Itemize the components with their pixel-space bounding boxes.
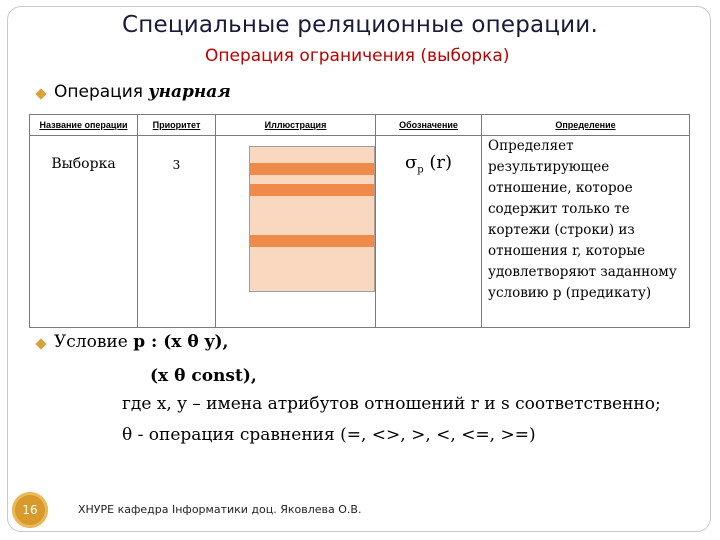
table-row bbox=[30, 136, 690, 328]
definition-line: результирующее bbox=[488, 159, 610, 175]
relation-illustration bbox=[249, 146, 375, 292]
slide-title: Специальные реляционные операции. bbox=[122, 12, 598, 38]
header-illustration: Иллюстрация bbox=[216, 115, 376, 136]
condition-line-2: (x θ const), bbox=[150, 366, 257, 386]
sigma-argument: (r) bbox=[423, 152, 453, 173]
condition-expression: p : (x θ y), bbox=[133, 332, 229, 352]
header-priority: Приоритет bbox=[138, 115, 216, 136]
condition-line-1 bbox=[54, 332, 228, 352]
selected-row-stripe bbox=[250, 163, 374, 175]
selected-row-stripe bbox=[250, 184, 374, 196]
slide-subtitle: Операция ограничения (выборка) bbox=[205, 46, 510, 66]
header-notation: Обозначение bbox=[376, 115, 482, 136]
definition-line: Определяет bbox=[488, 138, 574, 154]
definition-line: условию p (предикату) bbox=[488, 285, 652, 301]
operations-table bbox=[29, 114, 690, 328]
condition-line-4: θ - операция сравнения (=, <>, >, <, <=, >=) bbox=[122, 425, 536, 445]
selected-row-stripe bbox=[250, 235, 374, 247]
operation-name-cell: Выборка bbox=[30, 136, 138, 328]
priority-cell: 3 bbox=[138, 136, 216, 328]
bullet-unary bbox=[54, 82, 231, 102]
header-operation-name: Название операции bbox=[30, 115, 138, 136]
sigma-subscript: p bbox=[417, 164, 424, 176]
illustration-cell bbox=[216, 136, 376, 328]
condition-line-3: где x, y – имена атрибутов отношений r и s соответственно; bbox=[122, 394, 661, 414]
footer-text: ХНУРЕ кафедра Інформатики доц. Яковлева О.В. bbox=[78, 503, 362, 516]
header-definition: Определение bbox=[482, 115, 690, 136]
definition-line: кортежи (строки) из bbox=[488, 222, 635, 238]
definition-line: отношение, которое bbox=[488, 180, 633, 196]
definition-cell bbox=[482, 136, 690, 328]
bullet-unary-text: Операция bbox=[54, 82, 149, 102]
bullet-unary-italic: унарная bbox=[148, 82, 231, 102]
definition-line: отношения r, которые bbox=[488, 243, 646, 259]
condition-label: Условие bbox=[54, 332, 134, 352]
definition-line: удовлетворяют заданному bbox=[488, 264, 677, 280]
sigma-symbol: σ bbox=[404, 152, 418, 173]
table-header-row bbox=[30, 115, 690, 136]
page-number-badge: 16 bbox=[12, 492, 48, 528]
definition-line: содержит только те bbox=[488, 201, 630, 217]
notation-cell bbox=[376, 136, 482, 328]
